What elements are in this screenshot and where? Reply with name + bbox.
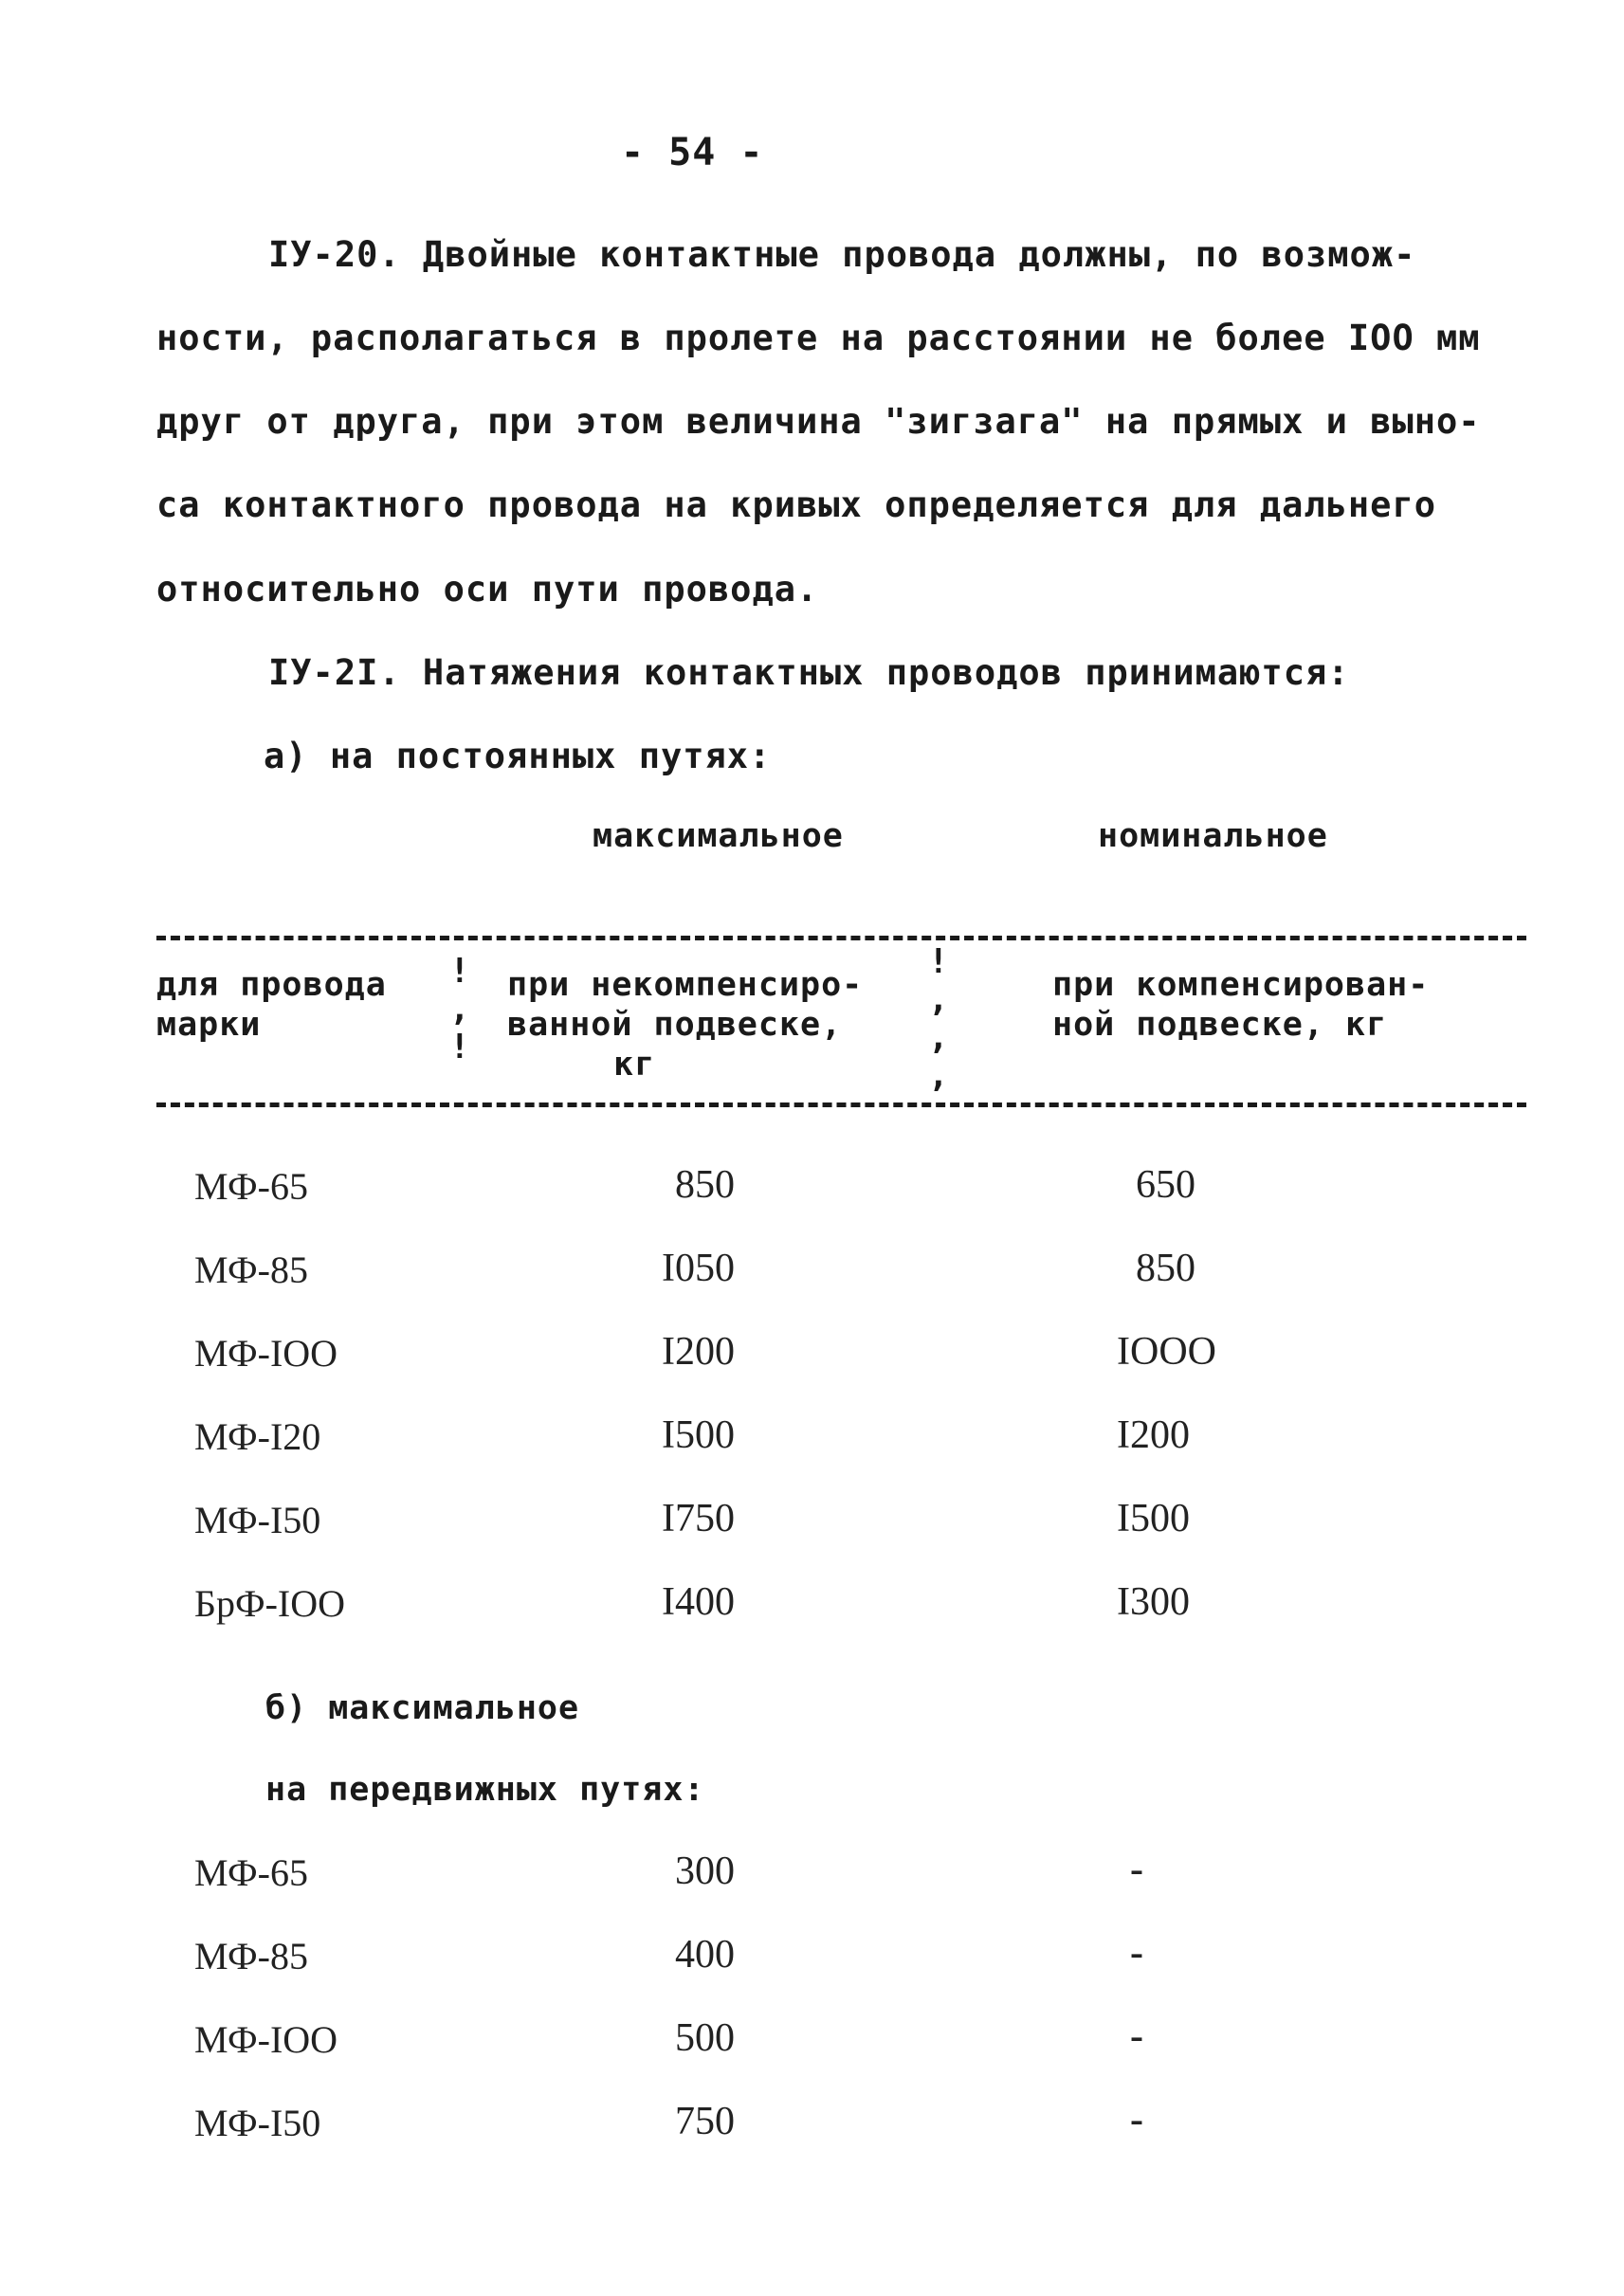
- paragraph-line: ности, располагаться в пролете на расстоянии не более IOO мм: [156, 318, 1481, 358]
- wire-brand: МФ-IOO: [194, 1332, 338, 1375]
- column-label-max: максимальное: [593, 817, 844, 855]
- tension-nominal: 650: [1136, 1163, 1195, 1207]
- column-separator-1: ! , !: [449, 952, 470, 1066]
- tension-nominal: IOOO: [1117, 1330, 1216, 1374]
- header-col3: при компенсирован- ной подвеске, кг: [1052, 966, 1430, 1044]
- tension-max: I400: [662, 1580, 735, 1624]
- tension-nominal: -: [1130, 1848, 1143, 1891]
- tension-nominal: -: [1130, 2098, 1143, 2141]
- tension-max: 300: [675, 1850, 735, 1893]
- tension-max: I500: [662, 1413, 735, 1457]
- tension-max: 500: [675, 2016, 735, 2060]
- tension-nominal: I500: [1117, 1497, 1190, 1540]
- wire-brand: МФ-85: [194, 1248, 308, 1291]
- paragraph-line: IУ-20. Двойные контактные провода должны, по возмож-: [268, 234, 1416, 275]
- wire-brand: МФ-I50: [194, 1499, 321, 1541]
- tension-max: 850: [675, 1163, 735, 1207]
- table-rule-top: [156, 936, 1526, 940]
- tension-nominal: -: [1130, 2014, 1143, 2058]
- column-label-nominal: номинальное: [1098, 817, 1328, 855]
- paragraph-line: са контактного провода на кривых определяется для дальнего: [156, 484, 1437, 525]
- wire-brand: МФ-65: [194, 1851, 308, 1894]
- header-col1: для провода марки: [156, 966, 387, 1044]
- tension-max: I050: [662, 1247, 735, 1290]
- tension-nominal: 850: [1136, 1247, 1195, 1290]
- tension-max: 750: [675, 2100, 735, 2143]
- wire-brand: БрФ-IOO: [194, 1582, 345, 1625]
- tension-max: I750: [662, 1497, 735, 1540]
- tension-max: 400: [675, 1933, 735, 1977]
- page-number: - 54 -: [621, 131, 764, 174]
- wire-brand: МФ-65: [194, 1165, 308, 1208]
- section-b-label: на передвижных путях:: [265, 1771, 705, 1809]
- paragraph-line: друг от друга, при этом величина "зигзага" на прямых и выно-: [156, 401, 1481, 442]
- section-b-label: б) максимальное: [265, 1689, 580, 1727]
- tension-nominal: -: [1130, 1931, 1143, 1975]
- header-col2: при некомпенсиро- ванной подвеске, кг: [507, 966, 864, 1084]
- wire-brand: МФ-I20: [194, 1415, 321, 1458]
- paragraph-line: относительно оси пути провода.: [156, 569, 819, 610]
- wire-brand: МФ-85: [194, 1935, 308, 1977]
- column-separator-2: ! , , ,: [928, 942, 949, 1095]
- tension-nominal: I200: [1117, 1413, 1190, 1457]
- tension-nominal: I300: [1117, 1580, 1190, 1624]
- wire-brand: МФ-I50: [194, 2102, 321, 2144]
- table-rule-bottom: [156, 1102, 1526, 1107]
- section-a-label: а) на постоянных путях:: [264, 736, 772, 776]
- paragraph-heading: IУ-2I. Натяжения контактных проводов принимаются:: [268, 652, 1350, 693]
- tension-max: I200: [662, 1330, 735, 1374]
- wire-brand: МФ-IOO: [194, 2018, 338, 2061]
